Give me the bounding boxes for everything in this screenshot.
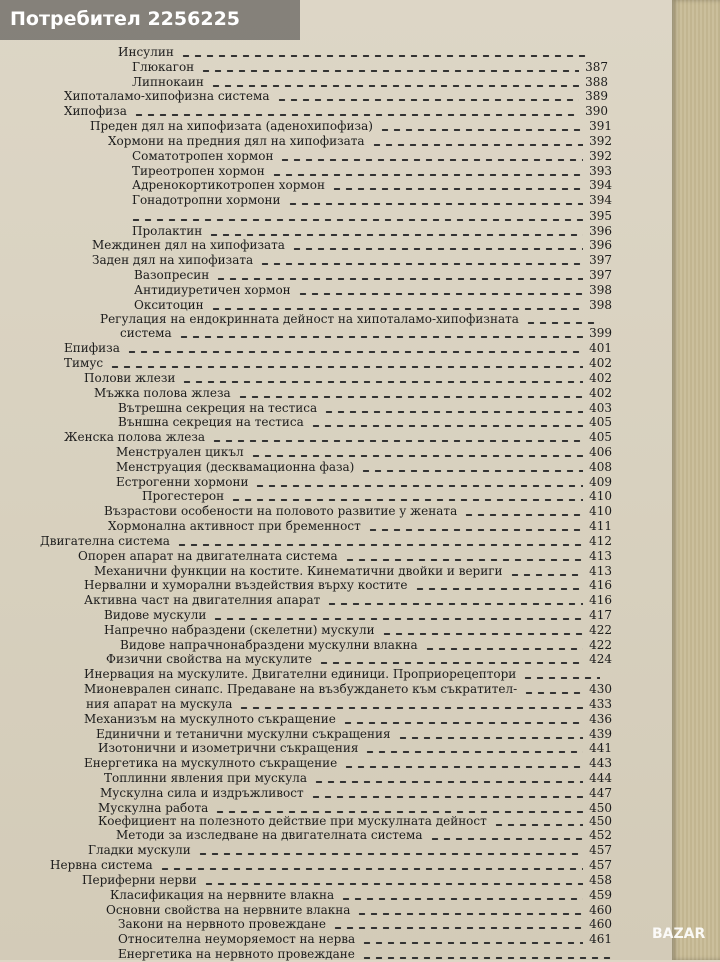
toc-entry-page: 392 xyxy=(589,134,612,148)
toc-entry-title: Периферни нерви xyxy=(82,873,197,887)
toc-entry-title: Инервация на мускулите. Двигателни единици. Проприорецептори xyxy=(84,667,517,681)
toc-entry xyxy=(134,267,612,283)
toc-entry-page: 450 xyxy=(589,814,612,828)
toc-entry-page: 403 xyxy=(589,401,612,415)
toc-entry-page: 398 xyxy=(589,283,612,297)
toc-entry xyxy=(64,88,608,104)
toc-entry-page: 399 xyxy=(589,326,612,340)
toc-entry-page: 388 xyxy=(585,75,608,89)
toc-entry-title: Напречно набраздени (скелетни) мускули xyxy=(104,623,375,637)
toc-entry-title: Менструален цикъл xyxy=(116,445,244,459)
dot-leader xyxy=(381,633,583,635)
toc-entry-title: Хипоталамо-хипофизна система xyxy=(64,89,270,103)
dot-leader xyxy=(276,99,579,101)
dot-leader xyxy=(238,707,583,709)
toc-entry-page: 410 xyxy=(589,489,612,503)
toc-entry-title: Гонадотропни хормони xyxy=(132,193,281,207)
toc-entry-page: 398 xyxy=(589,298,612,312)
dot-leader xyxy=(279,159,583,161)
toc-entry-page: 402 xyxy=(589,356,612,370)
toc-entry-title: Механични функции на костите. Кинематични двойки и вериги xyxy=(94,564,503,578)
toc-entry-page: 394 xyxy=(589,193,612,207)
toc-entry-page: 412 xyxy=(589,534,612,548)
toc-entry xyxy=(40,533,612,549)
toc-entry-page: 392 xyxy=(589,149,612,163)
dot-leader xyxy=(367,529,583,531)
toc-entry xyxy=(78,548,612,564)
dot-leader xyxy=(211,440,583,442)
dot-leader xyxy=(181,381,583,383)
dot-leader xyxy=(208,234,583,236)
toc-entry-page: 444 xyxy=(589,771,612,785)
toc-entry xyxy=(90,118,612,134)
dot-leader xyxy=(523,692,583,694)
toc-entry-page: 391 xyxy=(589,119,612,133)
toc-entry xyxy=(50,857,612,873)
toc-entry-page: 439 xyxy=(589,727,612,741)
toc-entry xyxy=(84,370,612,386)
toc-entry-title: ния апарат на мускула xyxy=(86,697,233,711)
toc-entry-page: 443 xyxy=(589,756,612,770)
toc-entry-page: 411 xyxy=(589,519,612,533)
toc-entry-title: Мъжка полова жлеза xyxy=(94,386,231,400)
dot-leader xyxy=(210,85,579,87)
dot-leader xyxy=(230,499,583,501)
toc-entry-title: Класификация на нервните влакна xyxy=(110,888,335,902)
toc-entry-page: 413 xyxy=(589,564,612,578)
dot-leader xyxy=(371,144,583,146)
dot-leader xyxy=(361,957,612,959)
dot-leader xyxy=(109,366,583,368)
dot-leader xyxy=(176,544,583,546)
dot-leader xyxy=(250,455,583,457)
toc-entry-title: Мускулна работа xyxy=(98,801,209,815)
dot-leader xyxy=(130,219,583,221)
toc-entry xyxy=(82,872,612,888)
toc-entry xyxy=(132,148,612,164)
toc-entry xyxy=(142,488,612,504)
toc-entry-title: Женска полова жлеза xyxy=(64,430,206,444)
toc-entry xyxy=(106,651,612,667)
toc-entry-page: 458 xyxy=(589,873,612,887)
toc-entry-title: Заден дял на хипофизата xyxy=(92,253,254,267)
toc-entry xyxy=(104,503,612,519)
toc-entry-page: 394 xyxy=(589,178,612,192)
toc-entry xyxy=(116,444,612,460)
toc-entry-page: 402 xyxy=(589,386,612,400)
toc-entry-title: Физични свойства на мускулите xyxy=(106,652,313,666)
dot-leader xyxy=(525,322,600,324)
toc-entry xyxy=(120,325,612,341)
dot-leader xyxy=(331,188,583,190)
toc-entry-page: 395 xyxy=(589,209,612,223)
toc-entry-page: 413 xyxy=(589,549,612,563)
dot-leader xyxy=(180,55,590,57)
toc-entry-title: Хипофиза xyxy=(64,104,127,118)
toc-entry-title: Енергетика на нервното провеждане xyxy=(118,947,355,961)
username-label: Потребител 2256225 xyxy=(10,8,241,30)
dot-leader xyxy=(287,203,583,205)
dot-leader xyxy=(332,927,583,929)
toc-entry xyxy=(104,622,612,638)
dot-leader xyxy=(159,868,583,870)
toc-entry xyxy=(130,208,612,224)
dot-leader xyxy=(424,648,583,650)
dot-leader xyxy=(493,824,583,826)
toc-entry xyxy=(94,385,612,401)
toc-entry xyxy=(84,666,600,682)
toc-entry-page: 422 xyxy=(589,638,612,652)
dot-leader xyxy=(463,514,583,516)
toc-entry-page: 402 xyxy=(589,371,612,385)
dot-leader xyxy=(340,898,583,900)
toc-entry-title: Нервна система xyxy=(50,858,153,872)
toc-entry xyxy=(92,237,612,253)
toc-entry-title: Изотонични и изометрични съкращения xyxy=(98,741,359,755)
toc-entry xyxy=(98,740,612,756)
toc-entry-title: Регулация на ендокринната дейност на хипоталамо-хипофизната xyxy=(100,312,519,326)
dot-leader xyxy=(310,796,583,798)
dot-leader xyxy=(318,662,583,664)
dot-leader xyxy=(361,942,583,944)
toc-entry xyxy=(132,192,612,208)
toc-entry-page: 387 xyxy=(585,60,608,74)
dot-leader xyxy=(200,70,579,72)
toc-entry-page: 422 xyxy=(589,623,612,637)
toc-entry-page: 457 xyxy=(589,858,612,872)
toc-entry xyxy=(132,59,608,75)
toc-entry xyxy=(100,785,612,801)
toc-entry-title: Антидиуретичен хормон xyxy=(134,283,291,297)
toc-entry xyxy=(118,931,612,947)
watermark-logo: BAZAR xyxy=(652,926,706,942)
toc-entry-page: 417 xyxy=(589,608,612,622)
dot-leader xyxy=(343,766,583,768)
toc-entry-title: Активна част на двигателния апарат xyxy=(84,593,321,607)
toc-entry-title: Единични и тетанични мускулни съкращения xyxy=(96,727,391,741)
toc-entry-title: Методи за изследване на двигателната система xyxy=(116,828,423,842)
toc-entry xyxy=(132,177,612,193)
toc-entry xyxy=(118,916,612,932)
toc-entry xyxy=(84,577,612,593)
toc-entry-page: 390 xyxy=(585,104,608,118)
toc-entry-title: Тиреотропен хормон xyxy=(132,164,265,178)
toc-entry-page: 460 xyxy=(589,903,612,917)
toc-entry-title: Инсулин xyxy=(118,45,174,59)
dot-leader xyxy=(342,722,583,724)
toc-entry-page: 436 xyxy=(589,712,612,726)
toc-entry-title: Полови жлези xyxy=(84,371,176,385)
dot-leader xyxy=(323,411,583,413)
dot-leader xyxy=(344,559,583,561)
toc-entry-page: 424 xyxy=(589,652,612,666)
toc-entry xyxy=(84,681,612,697)
book-spine xyxy=(672,0,720,960)
toc-entry-page: 396 xyxy=(589,238,612,252)
toc-entry-title: Вазопресин xyxy=(134,268,210,282)
toc-entry-title: Основни свойства на нервните влакна xyxy=(106,903,351,917)
toc-entry-title: Вътрешна секреция на тестиса xyxy=(118,401,318,415)
toc-entry-title: Външна секреция на тестиса xyxy=(118,415,304,429)
toc-entry-title: Пролактин xyxy=(132,224,203,238)
toc-entry xyxy=(108,133,612,149)
toc-entry-title: Гладки мускули xyxy=(88,843,191,857)
dot-leader xyxy=(291,248,583,250)
toc-entry xyxy=(84,711,612,727)
toc-entry-title: Видове мускули xyxy=(104,608,207,622)
toc-entry-page: 401 xyxy=(589,341,612,355)
toc-entry-title: Липнокаин xyxy=(132,75,204,89)
toc-entry-page: 430 xyxy=(589,682,612,696)
dot-leader xyxy=(429,838,583,840)
dot-leader xyxy=(297,293,583,295)
dot-leader xyxy=(364,751,583,753)
toc-entry-title: Преден дял на хипофизата (аденохипофиза) xyxy=(90,119,373,133)
toc-entry xyxy=(116,459,612,475)
toc-entry xyxy=(64,429,612,445)
dot-leader xyxy=(414,588,583,590)
toc-entry-title: Коефициент на полезното действие при мускулната дейност xyxy=(98,814,487,828)
toc-entry-page: 416 xyxy=(589,578,612,592)
toc-entry-page: 405 xyxy=(589,430,612,444)
toc-entry xyxy=(118,414,612,430)
dot-leader xyxy=(310,425,583,427)
dot-leader xyxy=(197,853,583,855)
toc-entry-page: 460 xyxy=(589,917,612,931)
toc-entry-title: Механизъм на мускулното съкращение xyxy=(84,712,336,726)
toc-entry-page: 406 xyxy=(589,445,612,459)
dot-leader xyxy=(326,603,583,605)
toc-entry-title: Соматотропен хормон xyxy=(132,149,274,163)
toc-entry-title: Естрогенни хормони xyxy=(116,475,249,489)
toc-entry-title: Мускулна сила и издръжливост xyxy=(100,786,304,800)
toc-entry-title: Относителна неуморяемост на нерва xyxy=(118,932,356,946)
toc-entry-page: 459 xyxy=(589,888,612,902)
toc-entry xyxy=(110,887,612,903)
dot-leader xyxy=(509,574,583,576)
toc-entry-title: Междинен дял на хипофизата xyxy=(92,238,285,252)
dot-leader xyxy=(126,351,583,353)
user-header xyxy=(0,0,300,40)
toc-entry-title: Нервални и хуморални въздействия върху костите xyxy=(84,578,408,592)
toc-entry-page: 397 xyxy=(589,253,612,267)
toc-entry-title: Адренокортикотропен хормон xyxy=(132,178,325,192)
toc-entry-title: Опорен апарат на двигателната система xyxy=(78,549,338,563)
toc-entry-title: система xyxy=(120,326,172,340)
toc-entry xyxy=(64,103,608,119)
toc-entry-page: 457 xyxy=(589,843,612,857)
toc-entry-title: Видове напрачнонабраздени мускулни влакна xyxy=(120,638,418,652)
toc-entry-page: 461 xyxy=(589,932,612,946)
dot-leader xyxy=(215,278,583,280)
toc-entry-page: 409 xyxy=(589,475,612,489)
toc-entry-title: Менструация (десквамационна фаза) xyxy=(116,460,355,474)
toc-entry xyxy=(84,755,612,771)
dot-leader xyxy=(254,485,583,487)
dot-leader xyxy=(210,308,583,310)
toc-entry xyxy=(64,355,612,371)
toc-entry-title: Топлинни явления при мускула xyxy=(104,771,308,785)
toc-entry-title: Енергетика на мускулното съкращение xyxy=(84,756,338,770)
toc-entry-page: 447 xyxy=(589,786,612,800)
toc-entry-title: Двигателна система xyxy=(40,534,170,548)
toc-entry xyxy=(86,696,612,712)
toc-entry xyxy=(88,842,612,858)
toc-entry xyxy=(116,827,612,843)
toc-entry-page: 441 xyxy=(589,741,612,755)
toc-entry-page: 408 xyxy=(589,460,612,474)
dot-leader xyxy=(360,470,583,472)
toc-entry-title: Мионеврален синапс. Предаване на възбуждането към съкратител- xyxy=(84,682,518,696)
dot-leader xyxy=(313,781,583,783)
toc-entry-title: Глюкагон xyxy=(132,60,195,74)
toc-entry xyxy=(64,340,612,356)
dot-leader xyxy=(203,883,583,885)
dot-leader xyxy=(178,336,583,338)
toc-entry xyxy=(92,252,612,268)
toc-entry-page: 405 xyxy=(589,415,612,429)
toc-entry-page: 396 xyxy=(589,224,612,238)
dot-leader xyxy=(397,737,583,739)
toc-entry xyxy=(104,770,612,786)
toc-entry-page: 410 xyxy=(589,504,612,518)
toc-entry-page: 452 xyxy=(589,828,612,842)
toc-entry-title: Прогестерон xyxy=(142,489,225,503)
dot-leader xyxy=(237,396,583,398)
toc-entry-title: Хормонална активност при бременност xyxy=(108,519,361,533)
toc-entry xyxy=(84,592,612,608)
toc-entry xyxy=(104,607,612,623)
toc-entry-page: 433 xyxy=(589,697,612,711)
dot-leader xyxy=(133,114,579,116)
dot-leader xyxy=(259,263,583,265)
toc-entry-page: 416 xyxy=(589,593,612,607)
toc-entry-title: Епифиза xyxy=(64,341,120,355)
dot-leader xyxy=(356,913,583,915)
dot-leader xyxy=(271,174,583,176)
toc-entry-title: Тимус xyxy=(64,356,104,370)
toc-entry xyxy=(108,518,612,534)
toc-entry-page: 397 xyxy=(589,268,612,282)
toc-entry xyxy=(118,44,590,60)
toc-entry-title: Хормони на предния дял на хипофизата xyxy=(108,134,365,148)
dot-leader xyxy=(379,129,583,131)
toc-entry-page: 393 xyxy=(589,164,612,178)
toc-entry xyxy=(134,282,612,298)
toc-entry-title: Закони на нервното провеждане xyxy=(118,917,327,931)
toc-entry-title: Възрастови особености на половото развитие у жената xyxy=(104,504,458,518)
dot-leader xyxy=(212,618,583,620)
toc-entry-title: Окситоцин xyxy=(134,298,204,312)
toc-entry-page: 389 xyxy=(585,89,608,103)
toc-entry-page: 450 xyxy=(589,801,612,815)
dot-leader xyxy=(522,677,600,679)
